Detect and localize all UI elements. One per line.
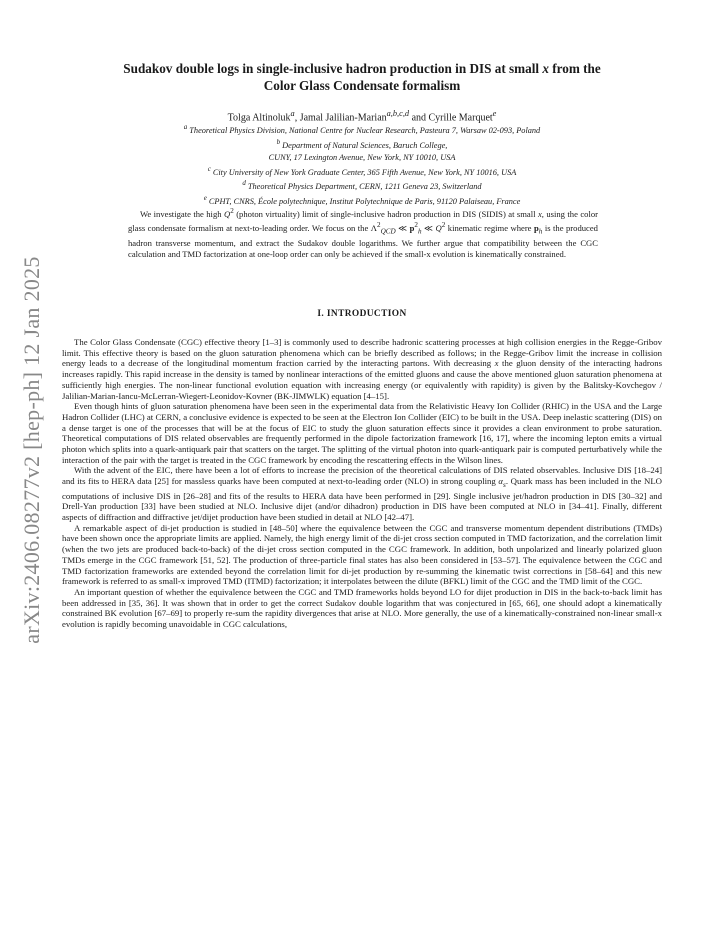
affiliation-b: $^b$ Department of Natural Sciences, Baruch College, [276, 138, 448, 150]
affiliation-e: $^e$ CPHT, CNRS, École polytechnique, Institut Polytechnique de Paris, 91120 Palaiseau, France [203, 195, 521, 206]
paragraph: Even though hints of gluon saturation phenomena have been seen in the experimental data from the Relativistic Heavy Ion Collider (RHIC) in the USA and the Large Hadron Collider (LHC) at CERN, a conclusive evidence is expected to be seen at the Electron Ion Collider (EIC) to be built in the USA. Deep inelastic scattering (DIS) on a dense target is one of the processes that will be at the focus of EIC to study the gluon saturation effects since it provides a clean environment to probe saturation. Theoretical computations of DIS related observables are frequently performed in the dipole factorization framework [16, 17], where the incoming lepton emits a virtual photon which splits into a quark-antiquark pair that scatters on the target. The splitting of the virtual photon into quark-antiquark pair is computed perturbatively while the interaction of the pair with the target is treated in the CGC framework by encoding the rescattering effects in the Wilson lines. [62, 401, 662, 465]
affiliation-d: $^d$ Theoretical Physics Department, CERN, 1211 Geneva 23, Switzerland [242, 180, 482, 192]
affiliation-c: $^c$ City University of New York Graduate Center, 365 Fifth Avenue, New York, NY 10016, USA [207, 165, 517, 177]
affiliations [62, 122, 662, 208]
arxiv-identifier[interactable]: arXiv:2406.08277v2 [hep-ph] 12 Jan 2025 [19, 256, 44, 644]
affiliation-a: $^a$ Theoretical Physics Division, National Centre for Nuclear Research, Pasteura 7, Warsaw 02-093, Poland [183, 124, 541, 135]
abstract [128, 206, 598, 260]
paragraph: An important question of whether the equivalence between the CGC and TMD frameworks holds beyond LO for dijet production in DIS in the back-to-back limit has been addressed in [35, 36]. It was shown that in order to get the correct Sudakov double logarithm that was conjectured in [65, 66], one should adopt a kinematically constrained BK evolution [67–69] to properly re-sum the rapidity divergences that arise at NLO. More generally, the use of a kinematically-constrained non-linear small-x evolution is rapidly becoming unavoidable in CGC calculations, [62, 586, 662, 630]
abstract-text: We investigate the high $Q^2$ (photon virtuality) limit of single-inclusive hadron production in DIS (SIDIS) at small x, using the color glass condensate formalism at next-to-leading order. We focus on the $\Lambda^2_{QCD}$ ≪ $p^2_h$ ≪ $Q^2$ kinematic regime where $p_h$ is the produced hadron transverse momentum, and extract the Sudakov double logarithms. We further argue that compatibility between the CGC calculation and TMD factorization at one-loop order can only be achieved if the small-x evolution is kinematically constrained. [128, 207, 598, 260]
introduction-body [62, 337, 662, 630]
section-heading: I. INTRODUCTION [317, 309, 407, 319]
author-list: Tolga Altinoluk$^a$, Jamal Jalilian-Marian$^{a,b,c,d}$ and Cyrille Marquet$^e$ [227, 109, 497, 124]
paper-title: Sudakov double logs in single-inclusive hadron production in DIS at small x from the Color Glass Condensate formalism [123, 61, 601, 93]
paragraph: The Color Glass Condensate (CGC) effective theory [1–3] is commonly used to describe hadronic scattering processes at high collision energies in the Regge-Gribov limit. This effective theory is based on the gluon saturation phenomena which can be briefly described as follows; in the Regge-Gribov limit the increase in collision energy leads to a decrease of the longitudinal momentum fraction carried by the interacting partons. With decreasing x the gluon density of the interacting hadrons increases rapidly. This rapid increase in the density is tamed by nonlinear interactions of the emitted gluons and cause the above mentioned gluon saturation phenomena at sufficiently high energies. The non-linear functional evolution equation with increasing energy (or equivalently with rapidity) is given by the Balitsky-Kovchegov / Jalilian-Marian-Iancu-McLerran-Wiegert-Leonidov-Kovner (BK-JIMWLK) equation [4–15]. [62, 337, 662, 401]
paragraph: With the advent of the EIC, there have been a lot of efforts to increase the precision of the theoretical calculations of DIS related observables. Inclusive DIS [18–24] and its fits to HERA data [25] for massless quarks have been computed at next-to-leading order (NLO) in strong coupling $\alpha_s$. Quark mass has been included in the NLO computations of inclusive DIS in [26–28] and fits of the results to HERA data have been performed in [29]. Single inclusive jet/hadron production in DIS [30–32] and Drell-Yan production [33] have been studied at NLO. Inclusive dijet (and/or dihadron) production in DIS have been computed at NLO in [34–41]. Finally, different aspects of diffraction and diffractive jet/dijet production have been studied in detail at NLO [42–47]. [62, 465, 663, 522]
arxiv-identifier-margin [12, 210, 52, 690]
affiliation-b-address: CUNY, 17 Lexington Avenue, New York, NY 10010, USA [268, 152, 456, 162]
paragraph: A remarkable aspect of di-jet production is studied in [48–50] where the equivalence between the CGC and transverse momentum dependent distributions (TMDs) have been shown once the appropriate limits are applied. Namely, the high energy limit of the di-jet cross section computed in TMD factorization, and the correlation limit (when the two jets are produced back-to-back) of the di-jet cross section computed in the CGC framework. In addition, both unpolarized and linearly polarized gluon TMDs emerge in the CGC framework [51, 52]. The production of three-particle final states has also been considered in [53–57]. The equivalence between the CGC and TMD factorization frameworks are extended beyond the correlation limit for di-jet production by re-summing the kinematic twist corrections in [58–64] and this new framework is referred to as small-x improved TMD (ITMD) factorization; it interpolates between the dilute (BFKL) limit of the CGC and the TMD limit of the CGC. [62, 522, 662, 587]
